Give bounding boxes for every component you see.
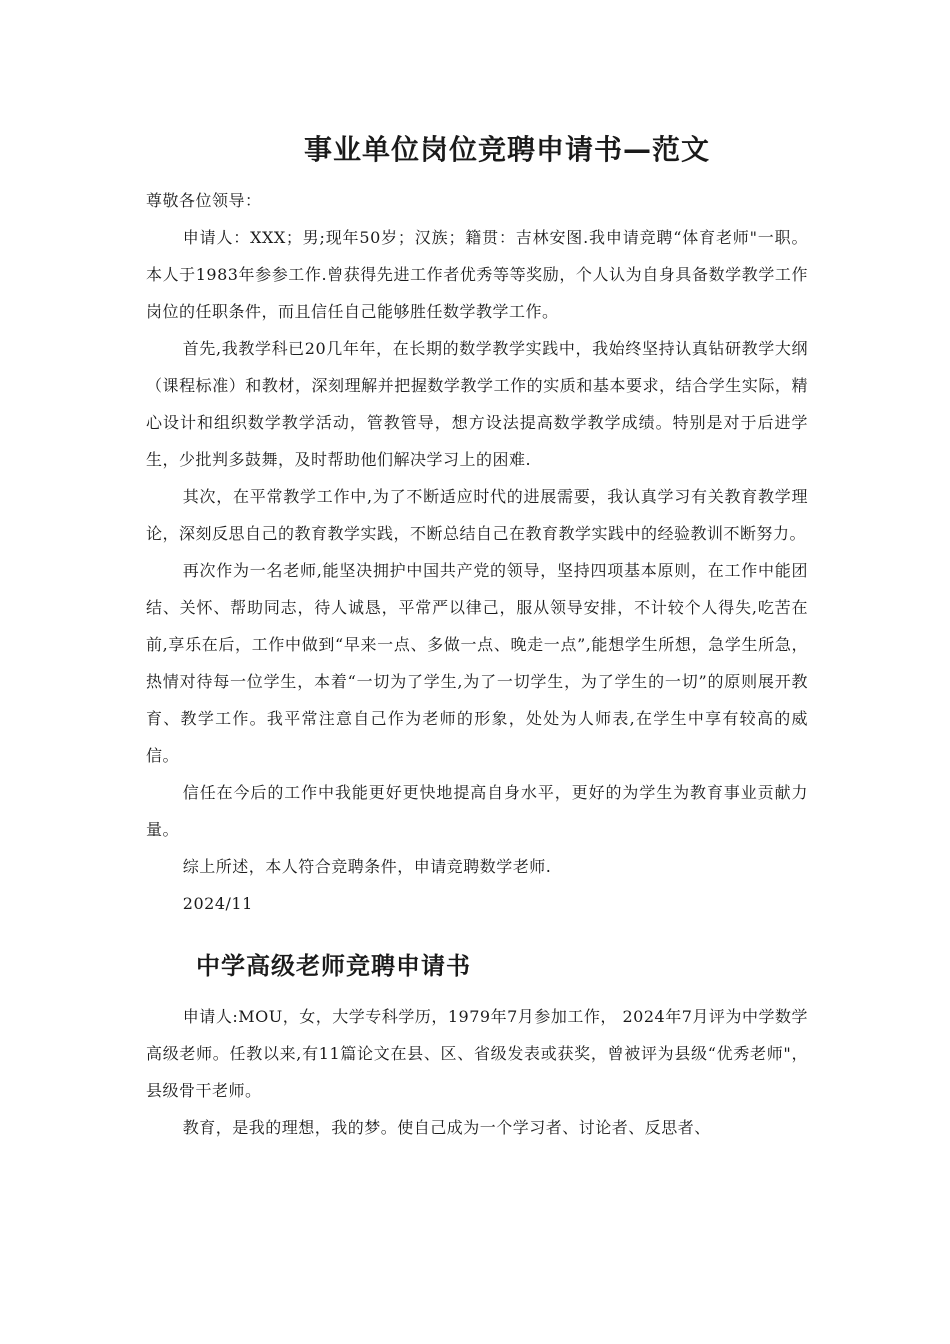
document-body <box>146 128 808 1146</box>
salutation: 尊敬各位领导： <box>146 191 262 210</box>
page-title: 事业单位岗位竞聘申请书—范文 <box>303 133 710 166</box>
paragraph: 综上所述，本人符合竞聘条件，申请竞聘数学老师. <box>182 857 552 876</box>
paragraph: 首先,我教学科已20几年年，在长期的数学教学实践中，我始终坚持认真钻研教学大纲（课程标准）和教材，深刻理解并把握数学教学工作的实质和基本要求，结合学生实际，精心设计和组织数学教学活动，管教管导，想方设法提高数学教学成绩。特别是对于后进学生，少批判多鼓舞，及时帮助他们解决学习上的困难. <box>146 339 808 469</box>
paragraph: 申请人：XXX；男;现年50岁；汉族；籍贯：吉林安图.我申请竞聘“体育老师"一职。本人于1983年参参工作.曾获得先进工作者优秀等等奖励，个人认为自身具备数学教学工作岗位的任职条件，而且信任自己能够胜任数学教学工作。 <box>146 228 808 321</box>
paragraph: 教育，是我的理想，我的梦。使自己成为一个学习者、讨论者、反思者、 <box>182 1118 711 1137</box>
paragraph: 再次作为一名老师,能坚决拥护中国共产党的领导，坚持四项基本原则，在工作中能团结、关怀、帮助同志，待人诚恳，平常严以律己，服从领导安排，不计较个人得失,吃苦在前,享乐在后，工作中做到“早来一点、多做一点、晚走一点”,能想学生所想，急学生所急，热情对待每一位学生，本着“一切为了学生,为了一切学生，为了学生的一切”的原则展开教育、教学工作。我平常注意自己作为老师的形象，处处为人师表,在学生中享有较高的威信。 <box>146 561 808 765</box>
section-title: 中学高级老师竞聘申请书 <box>196 952 471 980</box>
paragraph: 信任在今后的工作中我能更好更快地提高自身水平，更好的为学生为教育事业贡献力量。 <box>146 783 808 839</box>
date: 2024/11 <box>182 894 253 913</box>
paragraph: 申请人:MOU，女，大学专科学历，1979年7月参加工作， 2024年7月评为中学数学高级老师。任教以来,有11篇论文在县、区、省级发表或获奖，曾被评为县级“优秀老师"，县级骨干老师。 <box>146 1007 808 1100</box>
paragraph: 其次，在平常教学工作中,为了不断适应时代的进展需要，我认真学习有关教育教学理论，深刻反思自己的教育教学实践，不断总结自己在教育教学实践中的经验教训不断努力。 <box>146 487 808 543</box>
